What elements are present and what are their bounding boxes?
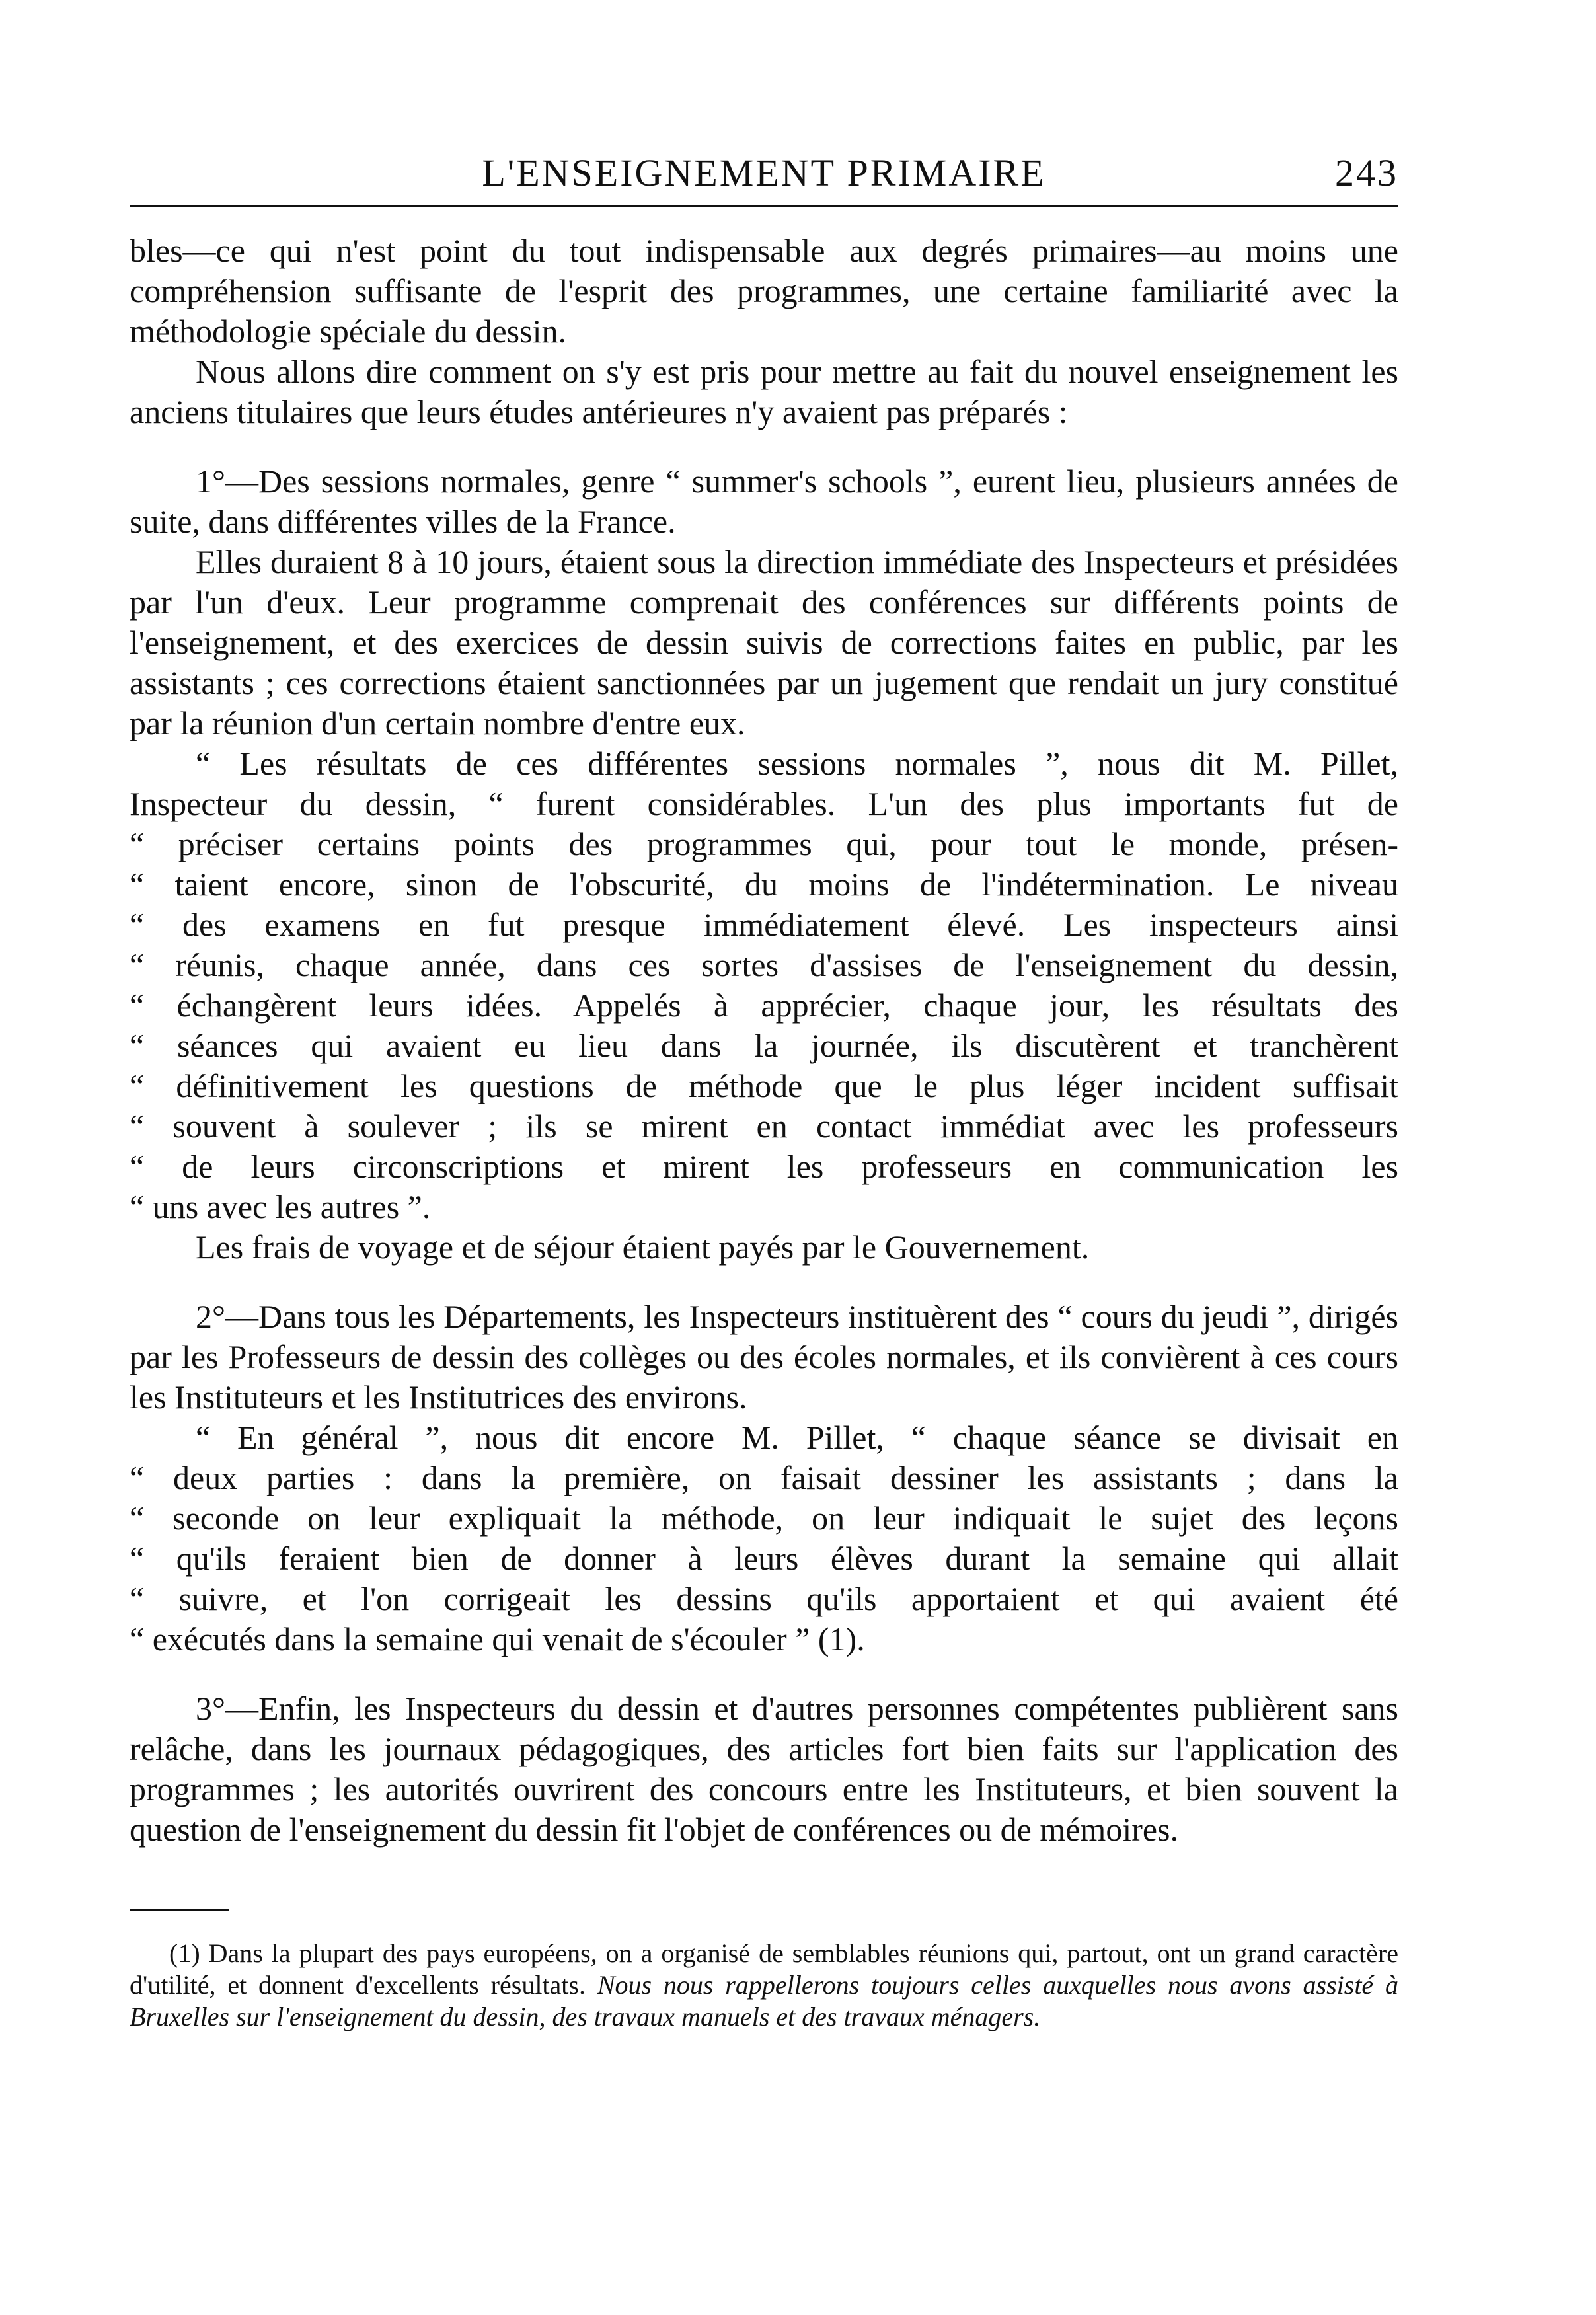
quote-line: “ uns avec les autres ”. — [130, 1188, 431, 1225]
quote-line: “ souvent à soulever ; ils se mirent en contact immédiat avec les professeurs — [130, 1108, 1398, 1145]
paragraph-intro: Nous allons dire comment on s'y est pris pour mettre au fait du nouvel enseignement les anciens titulaires que leurs études antérieures n'y avaient pas préparés : — [130, 353, 1398, 430]
footnote — [130, 1938, 1398, 2033]
quote-line: “ En général ”, nous dit encore M. Pillet, “ chaque séance se divisait en — [196, 1419, 1398, 1456]
quote-line: “ exécutés dans la semaine qui venait de s'écouler ” (1). — [130, 1620, 865, 1657]
quote-line: “ séances qui avaient eu lieu dans la journée, ils discutèrent et tranchèrent — [130, 1027, 1398, 1064]
quote-line: “ seconde on leur expliquait la méthode, on leur indiquait le sujet des leçons — [130, 1499, 1398, 1537]
quote-line: “ qu'ils feraient bien de donner à leurs élèves durant la semaine qui allait — [130, 1540, 1398, 1577]
page-number: 243 — [1335, 151, 1398, 194]
quote-line: “ Les résultats de ces différentes sessions normales ”, nous dit M. Pillet, — [196, 745, 1398, 782]
quote-line: Inspecteur du dessin, “ furent considérables. L'un des plus importants fut de — [130, 785, 1398, 822]
quotation-pillet-2 — [130, 1418, 1398, 1659]
paragraph-point-2: 2°—Dans tous les Départements, les Inspecteurs instituèrent des “ cours du jeudi ”, dirigés par les Professeurs de dessin des collèges ou des écoles normales, et ils convièrent à ces cours les Instituteurs et les Institutrices des environs. — [130, 1298, 1398, 1416]
quote-line: “ suivre, et l'on corrigeait les dessins qu'ils apportaient et qui avaient été — [130, 1580, 1398, 1617]
paragraph-point-3: 3°—Enfin, les Inspecteurs du dessin et d'autres personnes compétentes publièrent sans relâche, dans les journaux pédagogiques, des articles fort bien faits sur l'application des programmes ; les autorités ouvrirent des concours entre les Instituteurs, et bien souvent la question de l'enseignement du dessin fit l'objet de conférences ou de mémoires. — [130, 1690, 1398, 1848]
quote-line: “ réunis, chaque année, dans ces sortes d'assises de l'enseignement du dessin, — [130, 946, 1398, 983]
quote-line: “ définitivement les questions de méthode que le plus léger incident suffisait — [130, 1067, 1398, 1104]
quote-line: “ taient encore, sinon de l'obscurité, du moins de l'indétermination. Le niveau — [130, 866, 1398, 903]
quote-line: “ de leurs circonscriptions et mirent les professeurs en communication les — [130, 1148, 1398, 1185]
quotation-pillet-1 — [130, 743, 1398, 1227]
paragraph-point-1: 1°—Des sessions normales, genre “ summer's schools ”, eurent lieu, plusieurs années de suite, dans différentes villes de la France. — [130, 463, 1398, 540]
footnote-italic-text: Nous nous rappellerons toujours celles auxquelles nous avons assisté à Bruxelles sur l'enseignement du dessin, des travaux manuels et des travaux ménagers. — [130, 1970, 1399, 2031]
footnote-text: (1) Dans la plupart des pays européens, on a organisé de semblables réunions qui, partout, ont un grand caractère d'utilité, et donnent d'excellents résultats. — [130, 1938, 1398, 2000]
running-header — [130, 139, 1398, 205]
quote-line: “ préciser certains points des programmes qui, pour tout le monde, présen- — [130, 825, 1398, 862]
quote-line: “ des examens en fut presque immédiatement élevé. Les inspecteurs ainsi — [130, 906, 1398, 943]
paragraph-costs: Les frais de voyage et de séjour étaient payés par le Gouvernement. — [196, 1229, 1090, 1266]
header-rule — [130, 205, 1398, 207]
footnote-rule — [130, 1909, 229, 1911]
book-page — [130, 139, 1398, 2033]
quote-line: “ échangèrent leurs idées. Appelés à apprécier, chaque jour, les résultats des — [130, 987, 1398, 1024]
paragraph-continuation: bles—ce qui n'est point du tout indispensable aux degrés primaires—au moins une compréhension suffisante de l'esprit des programmes, une certaine familiarité avec la méthodologie spéciale du dessin. — [130, 232, 1398, 350]
running-title: L'ENSEIGNEMENT PRIMAIRE — [482, 151, 1046, 194]
quote-line: “ deux parties : dans la première, on faisait dessiner les assistants ; dans la — [130, 1459, 1398, 1496]
paragraph-sessions: Elles duraient 8 à 10 jours, étaient sous la direction immédiate des Inspecteurs et présidées par l'un d'eux. Leur programme comprenait des conférences sur différents points de l'enseignement, et des exercices de dessin suivis de corrections faites en public, par les assistants ; ces corrections étaient sanctionnées par un jugement que rendait un jury constitué par la réunion d'un certain nombre d'entre eux. — [130, 543, 1398, 741]
